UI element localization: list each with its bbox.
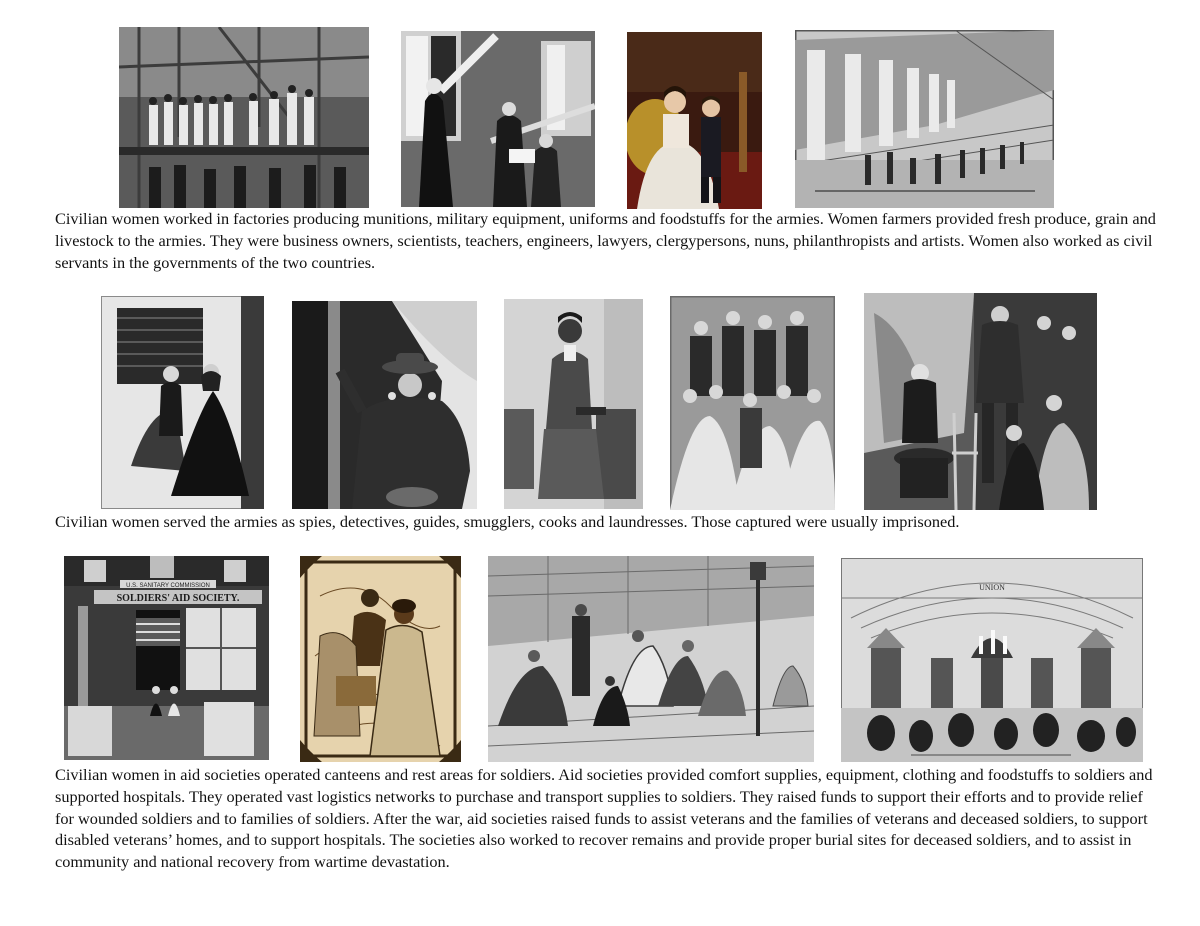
- woman-in-hat-tent-photo: [292, 301, 477, 509]
- seated-woman-painting: [627, 32, 762, 209]
- caption-aid-societies: Civilian women in aid societies operated canteens and rest areas for soldiers. Aid societies provided comfort supplies, equipment, clothing and foodstuffs to soldiers and supported hospitals. They operated vast logistics networks to purchase and transport supplies to soldiers. They raised funds to support their efforts and to provide relief for wounded soldiers and to families of soldiers. After the war, aid societies raised funds to assist veterans and the families of veterans and deceased soldiers, to support disabled veterans’ homes, and to support hospitals. The societies also worked to recover remains and provide proper burial sites for deceased soldiers, and to assist in community and national recovery from wartime devastation.: [55, 765, 1153, 872]
- caption-civilian-work: Civilian women worked in factories producing munitions, military equipment, uniforms and foodstuffs for the armies. Women farmers provided fresh produce, grain and livestock to the armies. They were business owners, scientists, teachers, engineers, lawyers, clergypersons, nuns, philanthropists and artists. Women also worked as civil servants in the governments of the two countries.: [55, 209, 1156, 272]
- camp-laundress-photo: [864, 293, 1097, 510]
- caption-civilian-service: Civilian women served the armies as spies, detectives, guides, smugglers, cooks and laundresses. Those captured were usually imprisoned.: [55, 512, 960, 531]
- street-scene-engraving: [488, 556, 814, 762]
- government-building-engraving: [795, 30, 1054, 208]
- group-portrait-photo: [670, 296, 835, 510]
- soldiers-aid-society-sign: SOLDIERS' AID SOCIETY.: [116, 593, 240, 604]
- soldiers-aid-society-photo: [64, 556, 269, 760]
- sanitary-commission-sign: U.S. SANITARY COMMISSION: [126, 583, 210, 589]
- women-sewing-engraving: [300, 556, 461, 762]
- union-banner: UNION: [979, 583, 1005, 592]
- two-women-window-photo: [101, 296, 264, 509]
- astronomer-telescope-photo: [401, 31, 595, 207]
- standing-woman-portrait: [504, 299, 643, 509]
- sanitary-fair-hall-engraving: [841, 558, 1143, 762]
- factory-workers-photo: [119, 27, 369, 208]
